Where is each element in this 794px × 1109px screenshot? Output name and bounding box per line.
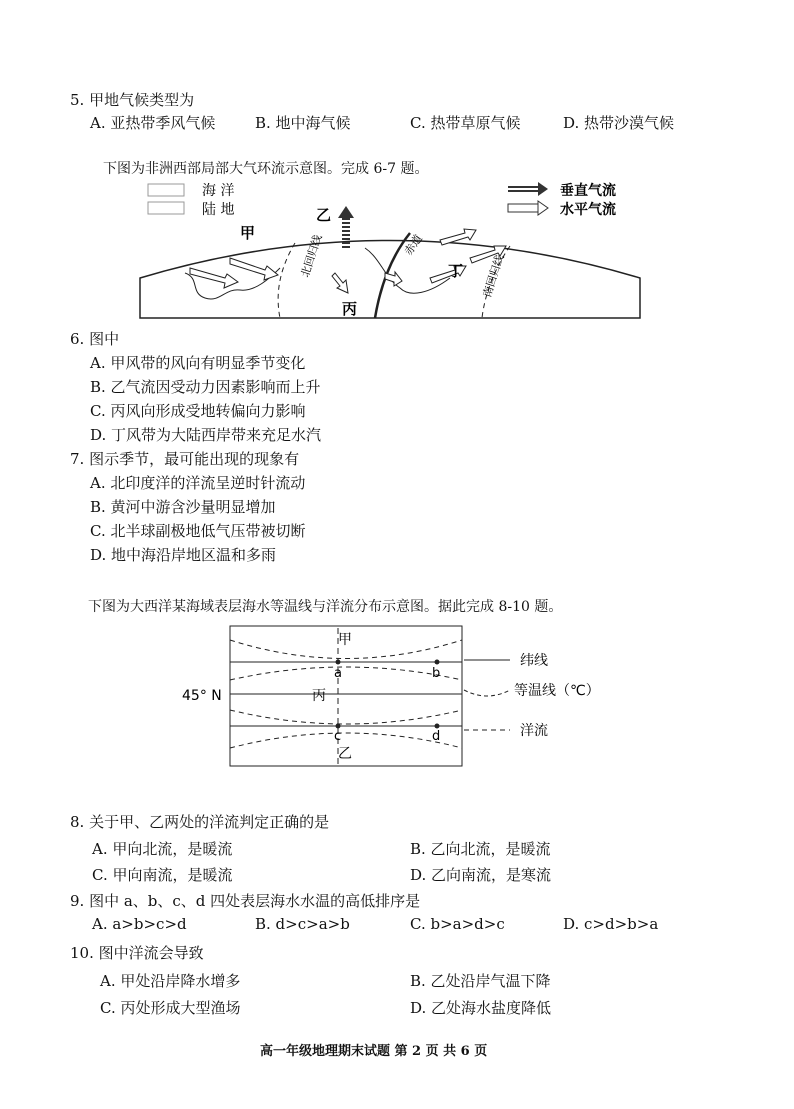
point-c <box>336 724 341 729</box>
point-b <box>435 660 440 665</box>
q7-option-b: B. 黄河中游含沙量明显增加 <box>90 498 276 516</box>
horizontal-flow-legend-icon <box>508 201 548 215</box>
page-footer: 高一年级地理期末试题 第 2 页 共 6 页 <box>260 1044 488 1059</box>
q5-option-a: A. 亚热带季风气候 <box>90 114 216 132</box>
q10-option-a: A. 甲处沿岸降水增多 <box>100 972 241 990</box>
label-bing: 丙 <box>342 300 358 318</box>
q10-stem: 10. 图中洋流会导致 <box>70 944 204 962</box>
label-jia: 甲 <box>240 224 256 242</box>
q6-stem: 6. 图中 <box>70 330 120 348</box>
tropic-s-label: 南回归线 <box>480 253 507 299</box>
label-d: d <box>432 729 441 744</box>
label-b: b <box>432 666 441 681</box>
q6-option-d: D. 丁风带为大陆西岸带来充足水汽 <box>90 426 322 444</box>
label-yi-fig2: 乙 <box>338 746 352 762</box>
ocean-legend-swatch <box>148 184 184 196</box>
q5-option-c: C. 热带草原气候 <box>410 114 521 132</box>
q8-option-d: D. 乙向南流，是寒流 <box>410 866 552 884</box>
equator-label: 赤道 <box>401 232 426 258</box>
legend-land-label: 陆 地 <box>202 202 235 218</box>
label-yi: 乙 <box>316 206 332 224</box>
q9-stem: 9. 图中 a、b、c、d 四处表层海水水温的高低排序是 <box>70 892 421 910</box>
q6-option-b: B. 乙气流因受动力因素影响而上升 <box>90 378 321 396</box>
q6-option-c: C. 丙风向形成受地转偏向力影响 <box>90 402 306 420</box>
isotherm-figure <box>180 622 640 772</box>
q7-option-a: A. 北印度洋的洋流呈逆时针流动 <box>90 474 306 492</box>
q9-option-c: C. b>a>d>c <box>410 915 505 933</box>
q10-option-b: B. 乙处沿岸气温下降 <box>410 972 551 990</box>
legend-ocean-label: 海 洋 <box>202 183 235 199</box>
q9-option-a: A. a>b>c>d <box>92 915 187 933</box>
legend-current-label: 洋流 <box>520 723 548 739</box>
q5-option-d: D. 热带沙漠气候 <box>563 114 675 132</box>
land-legend-swatch <box>148 202 184 214</box>
q8-option-b: B. 乙向北流，是暖流 <box>410 840 551 858</box>
legend-latitude-label: 纬线 <box>520 653 548 669</box>
point-d <box>435 724 440 729</box>
q5-option-b: B. 地中海气候 <box>255 114 351 132</box>
q9-option-b: B. d>c>a>b <box>255 915 350 933</box>
q8-option-a: A. 甲向北流，是暖流 <box>92 840 233 858</box>
q7-option-d: D. 地中海沿岸地区温和多雨 <box>90 546 277 564</box>
legend-vertical-label: 垂直气流 <box>560 183 616 199</box>
label-jia-fig2: 甲 <box>338 632 352 648</box>
figure2-intro: 下图为大西洋某海域表层海水等温线与洋流分布示意图。据此完成 8-10 题。 <box>88 599 563 615</box>
circulation-figure <box>130 178 650 323</box>
figure1-intro: 下图为非洲西部局部大气环流示意图。完成 6-7 题。 <box>103 161 429 177</box>
q9-option-d: D. c>d>b>a <box>563 915 659 933</box>
tropic-n-label: 北回归线 <box>298 233 325 279</box>
legend-horizontal-label: 水平气流 <box>560 202 616 218</box>
q8-option-c: C. 甲向南流，是暖流 <box>92 866 233 884</box>
q10-option-d: D. 乙处海水盐度降低 <box>410 999 552 1017</box>
label-ding: 丁 <box>448 262 464 280</box>
q7-option-c: C. 北半球副极地低气压带被切断 <box>90 522 306 540</box>
latitude-45n-label: 45° N <box>182 688 222 704</box>
q8-stem: 8. 关于甲、乙两处的洋流判定正确的是 <box>70 813 330 831</box>
legend-isotherm-line <box>464 690 510 696</box>
legend-isotherm-label: 等温线（℃） <box>514 683 600 699</box>
q5-stem: 5. 甲地气候类型为 <box>70 91 195 109</box>
label-c: c <box>334 729 342 744</box>
label-bing-fig2: 丙 <box>312 688 326 704</box>
vertical-flow-legend-icon <box>508 182 548 196</box>
q7-stem: 7. 图示季节，最可能出现的现象有 <box>70 450 300 468</box>
q10-option-c: C. 丙处形成大型渔场 <box>100 999 241 1017</box>
point-a <box>336 660 341 665</box>
q6-option-a: A. 甲风带的风向有明显季节变化 <box>90 354 306 372</box>
label-a: a <box>334 666 342 681</box>
